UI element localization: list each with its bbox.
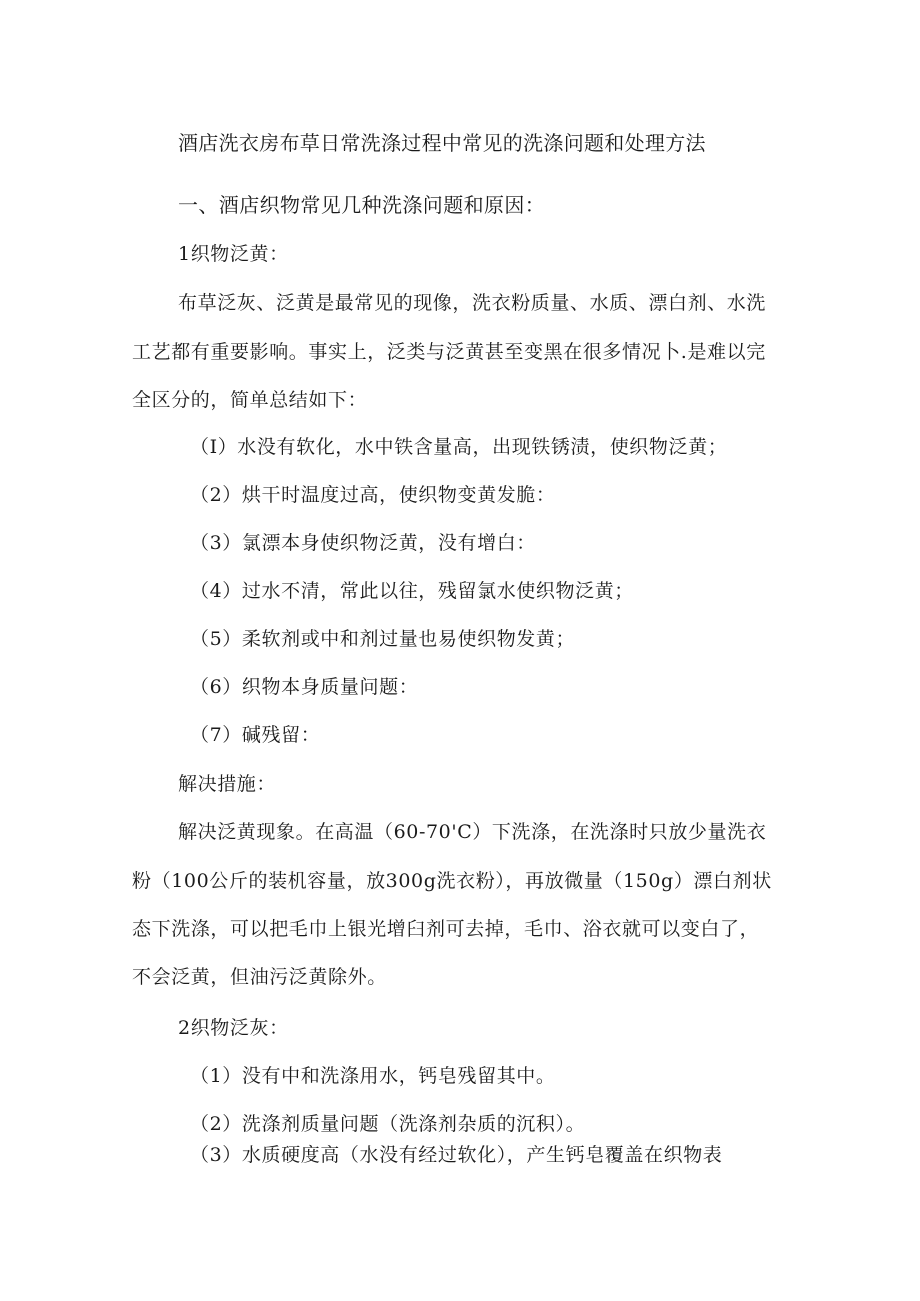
paragraph-line: 全区分的，简单总结如下： <box>132 389 368 411</box>
list-item: （7）碱残留： <box>190 724 321 746</box>
paragraph-line: 不会泛黄，但油污泛黄除外。 <box>132 966 387 988</box>
list-item: （I）水没有软化，水中铁含量高，出现铁锈渍，使织物泛黄； <box>190 436 728 458</box>
list-item: （2）洗涤剂质量问题（洗涤剂杂质的沉积）。 <box>190 1113 586 1135</box>
paragraph-line: 态下洗涤，可以把毛巾上银光增臼剂可去掉，毛巾、浴衣就可以变白了， <box>132 918 760 940</box>
list-item: （4）过水不清，常此以往，残留氯水使织物泛黄； <box>190 580 634 602</box>
subsection-label-graying: 2织物泛灰： <box>178 1017 289 1039</box>
paragraph-line: 粉（100公斤的装机容量，放300g洗衣粉），再放微量（150g）漂白剂状 <box>132 870 772 892</box>
paragraph-line: 布草泛灰、泛黄是最常见的现像，洗衣粉质量、水质、漂白剂、水洗 <box>178 292 767 314</box>
paragraph-line: 解决泛黄现象。在高温（60-70'C）下洗涤，在洗涤时只放少量洗衣 <box>178 821 767 843</box>
list-item: （2）烘干时温度过高，使织物变黄发脆： <box>190 484 556 506</box>
subsection-label-yellowing: 1织物泛黄： <box>178 243 289 265</box>
solution-label: 解决措施： <box>178 773 277 795</box>
list-item: （5）柔软剂或中和剂过量也易使织物发黄； <box>190 628 576 650</box>
section-heading: 一、酒店织物常见几种洗涤问题和原因： <box>178 193 546 217</box>
document-title: 酒店洗衣房布草日常洗涤过程中常见的洗涤问题和处理方法 <box>178 131 706 155</box>
list-item: （1）没有中和洗涤用水，钙皂残留其中。 <box>190 1065 556 1087</box>
list-item: （6）织物本身质量问题： <box>190 676 419 698</box>
paragraph-line: 工艺都有重要影响。事实上，泛类与泛黄甚至变黑在很多情况卜.是难以完 <box>132 341 766 363</box>
list-item: （3）水质硬度高（水没有经过软化），产生钙皂覆盖在织物表 <box>190 1144 723 1166</box>
list-item: （3）氯漂本身使织物泛黄，没有增白： <box>190 532 536 554</box>
